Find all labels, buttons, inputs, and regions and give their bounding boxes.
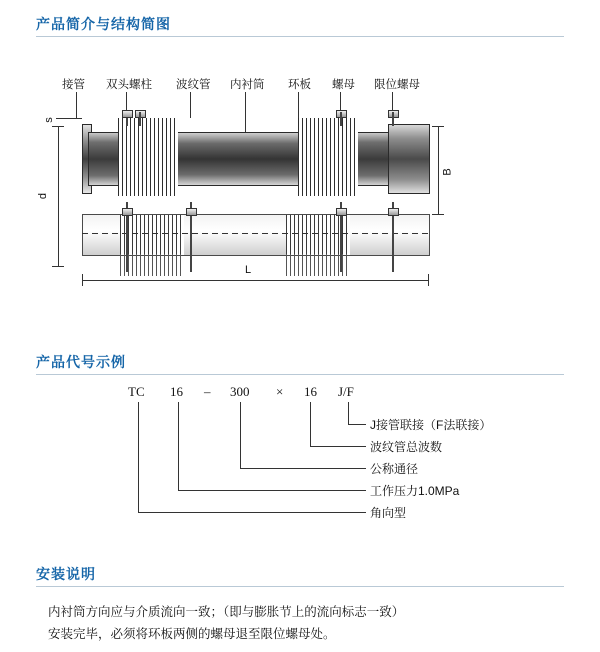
section-title-install: 安装说明 xyxy=(36,566,96,582)
install-note-1: 内衬筒方向应与介质流向一致；（即与膨胀节上的流向标志一致） xyxy=(48,605,405,619)
code-token-times: × xyxy=(276,384,284,399)
dim-label-s: s xyxy=(42,117,55,123)
dim-tick-b-bottom xyxy=(432,214,444,215)
nut-bottom-limit xyxy=(388,208,399,216)
code-desc-connection: J接管联接（F法联接） xyxy=(370,418,492,432)
code-leader-type xyxy=(138,402,139,512)
code-token-connection: J/F xyxy=(338,384,354,399)
code-desc-diameter: 公称通径 xyxy=(370,462,419,476)
leader-line-stud xyxy=(126,92,127,112)
dim-tick-l-right xyxy=(428,274,429,286)
section-divider-1 xyxy=(36,36,564,37)
dim-tick-l-left xyxy=(82,274,83,286)
dim-line-b xyxy=(438,126,439,214)
stud-top-limit xyxy=(392,112,394,126)
section-divider-3 xyxy=(36,586,564,587)
dim-label-l: L xyxy=(245,264,252,276)
code-token-dash: – xyxy=(204,384,211,399)
code-hline-type xyxy=(138,512,366,513)
leader-line-ringplate xyxy=(298,92,299,118)
code-hline-connection xyxy=(348,424,366,425)
callout-label-ring-plate: 环板 xyxy=(288,79,311,91)
code-token-waves: 16 xyxy=(304,384,317,399)
middle-sleeve xyxy=(178,132,298,186)
product-code-breakdown xyxy=(110,378,530,538)
dim-line-s xyxy=(56,118,82,119)
code-leader-waves xyxy=(310,402,311,446)
code-token-pressure: 16 xyxy=(170,384,183,399)
stud-top-left-2 xyxy=(139,112,141,126)
code-desc-type: 角向型 xyxy=(370,506,407,520)
callout-label-nut: 螺母 xyxy=(332,79,355,91)
code-desc-waves: 波纹管总波数 xyxy=(370,440,443,454)
bellows-right xyxy=(298,118,358,196)
right-connector xyxy=(388,124,430,194)
callout-label-bellows: 波纹管 xyxy=(176,79,211,91)
leader-line-bellows xyxy=(190,92,191,118)
stud-top-right xyxy=(340,112,342,126)
dim-label-d: d xyxy=(37,192,50,200)
bellows-left xyxy=(118,118,178,196)
callout-label-double-end-stud: 双头螺柱 xyxy=(106,79,152,91)
bottom-centerline xyxy=(82,233,428,234)
section-title-structure: 产品简介与结构简图 xyxy=(36,16,171,32)
structure-drawing xyxy=(37,62,510,292)
code-hline-diameter xyxy=(240,468,366,469)
install-note-2: 安装完毕，必须将环板两侧的螺母退至限位螺母处。 xyxy=(48,627,336,641)
callout-label-connector: 接管 xyxy=(62,79,85,91)
code-leader-pressure xyxy=(178,402,179,490)
code-token-diameter: 300 xyxy=(230,384,250,399)
nut-bottom-left xyxy=(122,208,133,216)
callout-label-limit-nut: 限位螺母 xyxy=(374,79,420,91)
dim-tick-b-top xyxy=(432,126,444,127)
nut-top-left xyxy=(122,110,133,118)
nut-bottom-mid xyxy=(186,208,197,216)
code-desc-pressure: 工作压力1.0MPa xyxy=(370,484,460,498)
dim-label-b: B xyxy=(441,168,454,176)
bottom-bellows-left xyxy=(120,214,184,256)
dim-line-d xyxy=(58,126,59,266)
callout-label-inner-sleeve: 内衬筒 xyxy=(230,79,265,91)
dim-tick-d-top xyxy=(52,126,64,127)
code-token-type: TC xyxy=(128,384,145,399)
bottom-fin-left xyxy=(120,254,184,276)
code-hline-pressure xyxy=(178,490,366,491)
nut-bottom-right xyxy=(336,208,347,216)
code-hline-waves xyxy=(310,446,366,447)
code-leader-diameter xyxy=(240,402,241,468)
section-divider-2 xyxy=(36,374,564,375)
section-title-code-example: 产品代号示例 xyxy=(36,354,126,370)
dim-tick-d-bottom xyxy=(52,266,64,267)
code-leader-connection xyxy=(348,402,349,424)
leader-line-connector xyxy=(76,92,77,118)
dim-line-l xyxy=(82,280,428,281)
